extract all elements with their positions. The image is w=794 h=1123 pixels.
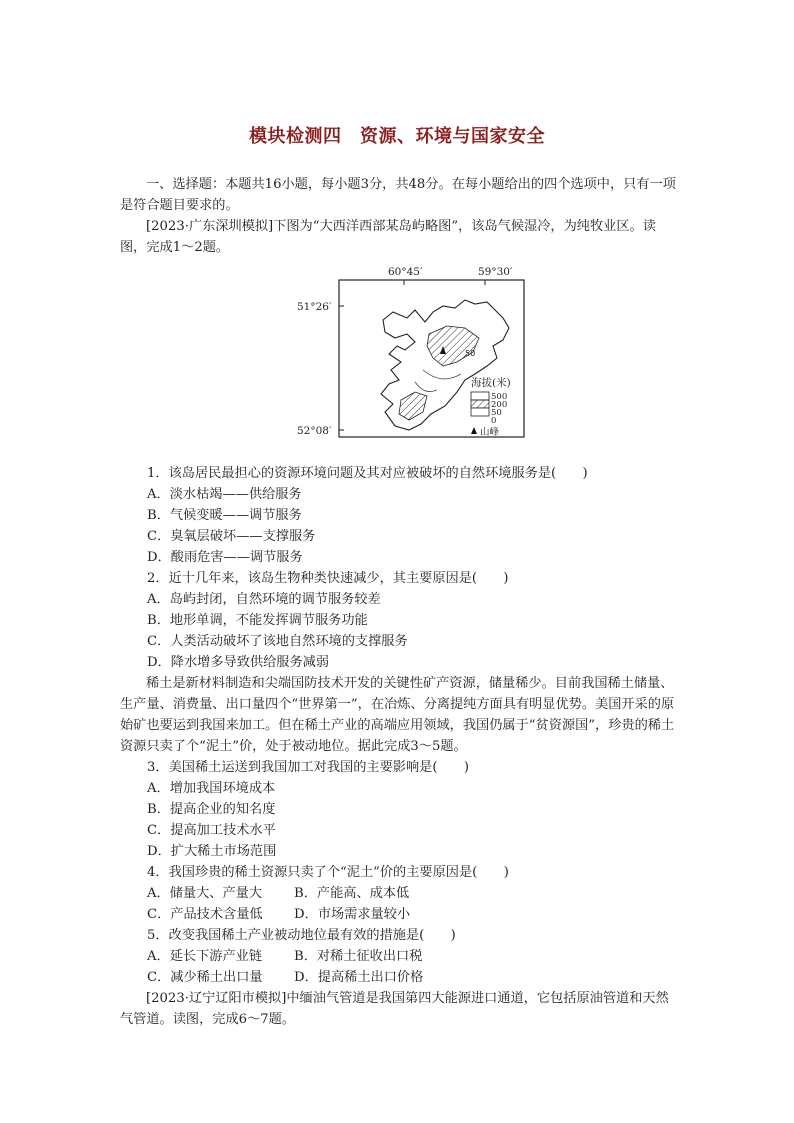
- q3-option-d[interactable]: D．扩大稀土市场范围: [147, 844, 277, 859]
- material-2: [120, 673, 680, 757]
- lon-left-label: 60°45′: [388, 266, 423, 278]
- q4-option-d[interactable]: D．市场需求量较小: [294, 907, 411, 922]
- legend-level: 500: [491, 392, 508, 402]
- material-3: [120, 988, 680, 1030]
- q4-stem: 4．我国珍贵的稀土资源只卖了个“泥土”价的主要原因是( ): [147, 865, 509, 880]
- q5-option-a[interactable]: A．延长下游产业链: [147, 949, 263, 964]
- q4-option-b[interactable]: B．产能高、成本低: [294, 886, 410, 901]
- island-map: [297, 262, 537, 442]
- legend-swatch-50: [471, 408, 489, 416]
- legend-level: 50: [491, 408, 502, 418]
- page-title: 模块检测四 资源、环境与国家安全: [249, 126, 545, 147]
- legend-peak-label: 山峰: [480, 427, 500, 438]
- q2-option-d[interactable]: D．降水增多导致供给服务减弱: [147, 655, 330, 670]
- section-intro-text: 一、选择题：本题共16小题，每小题3分，共48分。在每小题给出的四个选项中，只有一项是符合题目要求的。: [120, 177, 676, 213]
- q2-stem: 2．近十几年来，该岛生物种类快速减少，其主要原因是( ): [147, 571, 509, 586]
- q1-option-b[interactable]: B．气候变暖——调节服务: [147, 508, 302, 523]
- lon-right-label: 59°30′: [478, 266, 513, 278]
- q3-option-a[interactable]: A．增加我国环境成本: [147, 781, 276, 796]
- q4-option-a[interactable]: A．储量大、产量大: [147, 886, 263, 901]
- q1-stem: 1．该岛居民最担心的资源环境问题及其对应被破坏的自然环境服务是( ): [147, 466, 588, 481]
- legend-swatch-200: [471, 400, 489, 408]
- q1-option-c[interactable]: C．臭氧层破坏——支撑服务: [147, 529, 316, 544]
- lat-top-label: 51°26′: [297, 301, 332, 313]
- q3-option-b[interactable]: B．提高企业的知名度: [147, 802, 276, 817]
- material-1-text: [2023·广东深圳模拟]下图为“大西洋西部某岛屿略图”，该岛气候湿冷，为纯牧业区。读图，完成1～2题。: [120, 219, 656, 255]
- lat-bottom-label: 52°08′: [297, 425, 332, 437]
- legend-level: 0: [491, 416, 497, 426]
- q5-option-c[interactable]: C．减少稀土出口量: [147, 970, 263, 985]
- q5-stem: 5．改变我国稀土产业被动地位最有效的措施是( ): [147, 928, 456, 943]
- legend-title: 海拔(米): [471, 377, 511, 389]
- contour-label: 50: [465, 349, 476, 358]
- q3-option-c[interactable]: C．提高加工技术水平: [147, 823, 276, 838]
- q5-option-d[interactable]: D．提高稀土出口价格: [294, 970, 424, 985]
- q1-option-a[interactable]: A．淡水枯竭——供给服务: [147, 487, 302, 502]
- material-2-text: 稀土是新材料制造和尖端国防技术开发的关键性矿产资源，储量稀少。目前我国稀土储量、生产量、消费量、出口量四个“世界第一”，在冶炼、分离提纯方面具有明显优势。美国开采的原始矿也要运到我国来加工。但在稀土产业的高端应用领域，我国仍属于“贫资源国”，珍贵的稀土资源只卖了个“泥土”价，处于被动地位。据此完成3～5题。: [120, 676, 675, 754]
- island-map-svg: [297, 262, 537, 442]
- material-3-text: [2023·辽宁辽阳市模拟]中缅油气管道是我国第四大能源进口通道，它包括原油管道和天然气管道。读图，完成6～7题。: [120, 991, 669, 1027]
- legend-level: 200: [491, 400, 508, 410]
- q1-option-d[interactable]: D．酸雨危害——调节服务: [147, 550, 303, 565]
- q3-stem: 3．美国稀土运送到我国加工对我国的主要影响是( ): [147, 760, 469, 775]
- legend-swatch-500: [471, 392, 489, 400]
- q2-option-c[interactable]: C．人类活动破坏了该地自然环境的支撑服务: [147, 634, 408, 649]
- section-intro: [120, 174, 680, 216]
- q4-option-c[interactable]: C．产品技术含量低: [147, 907, 263, 922]
- q2-option-a[interactable]: A．岛屿封闭，自然环境的调节服务较差: [147, 592, 381, 607]
- q5-option-b[interactable]: B．对稀土征收出口税: [294, 949, 423, 964]
- material-1: [120, 216, 680, 258]
- q2-option-b[interactable]: B．地形单调，不能发挥调节服务功能: [147, 613, 368, 628]
